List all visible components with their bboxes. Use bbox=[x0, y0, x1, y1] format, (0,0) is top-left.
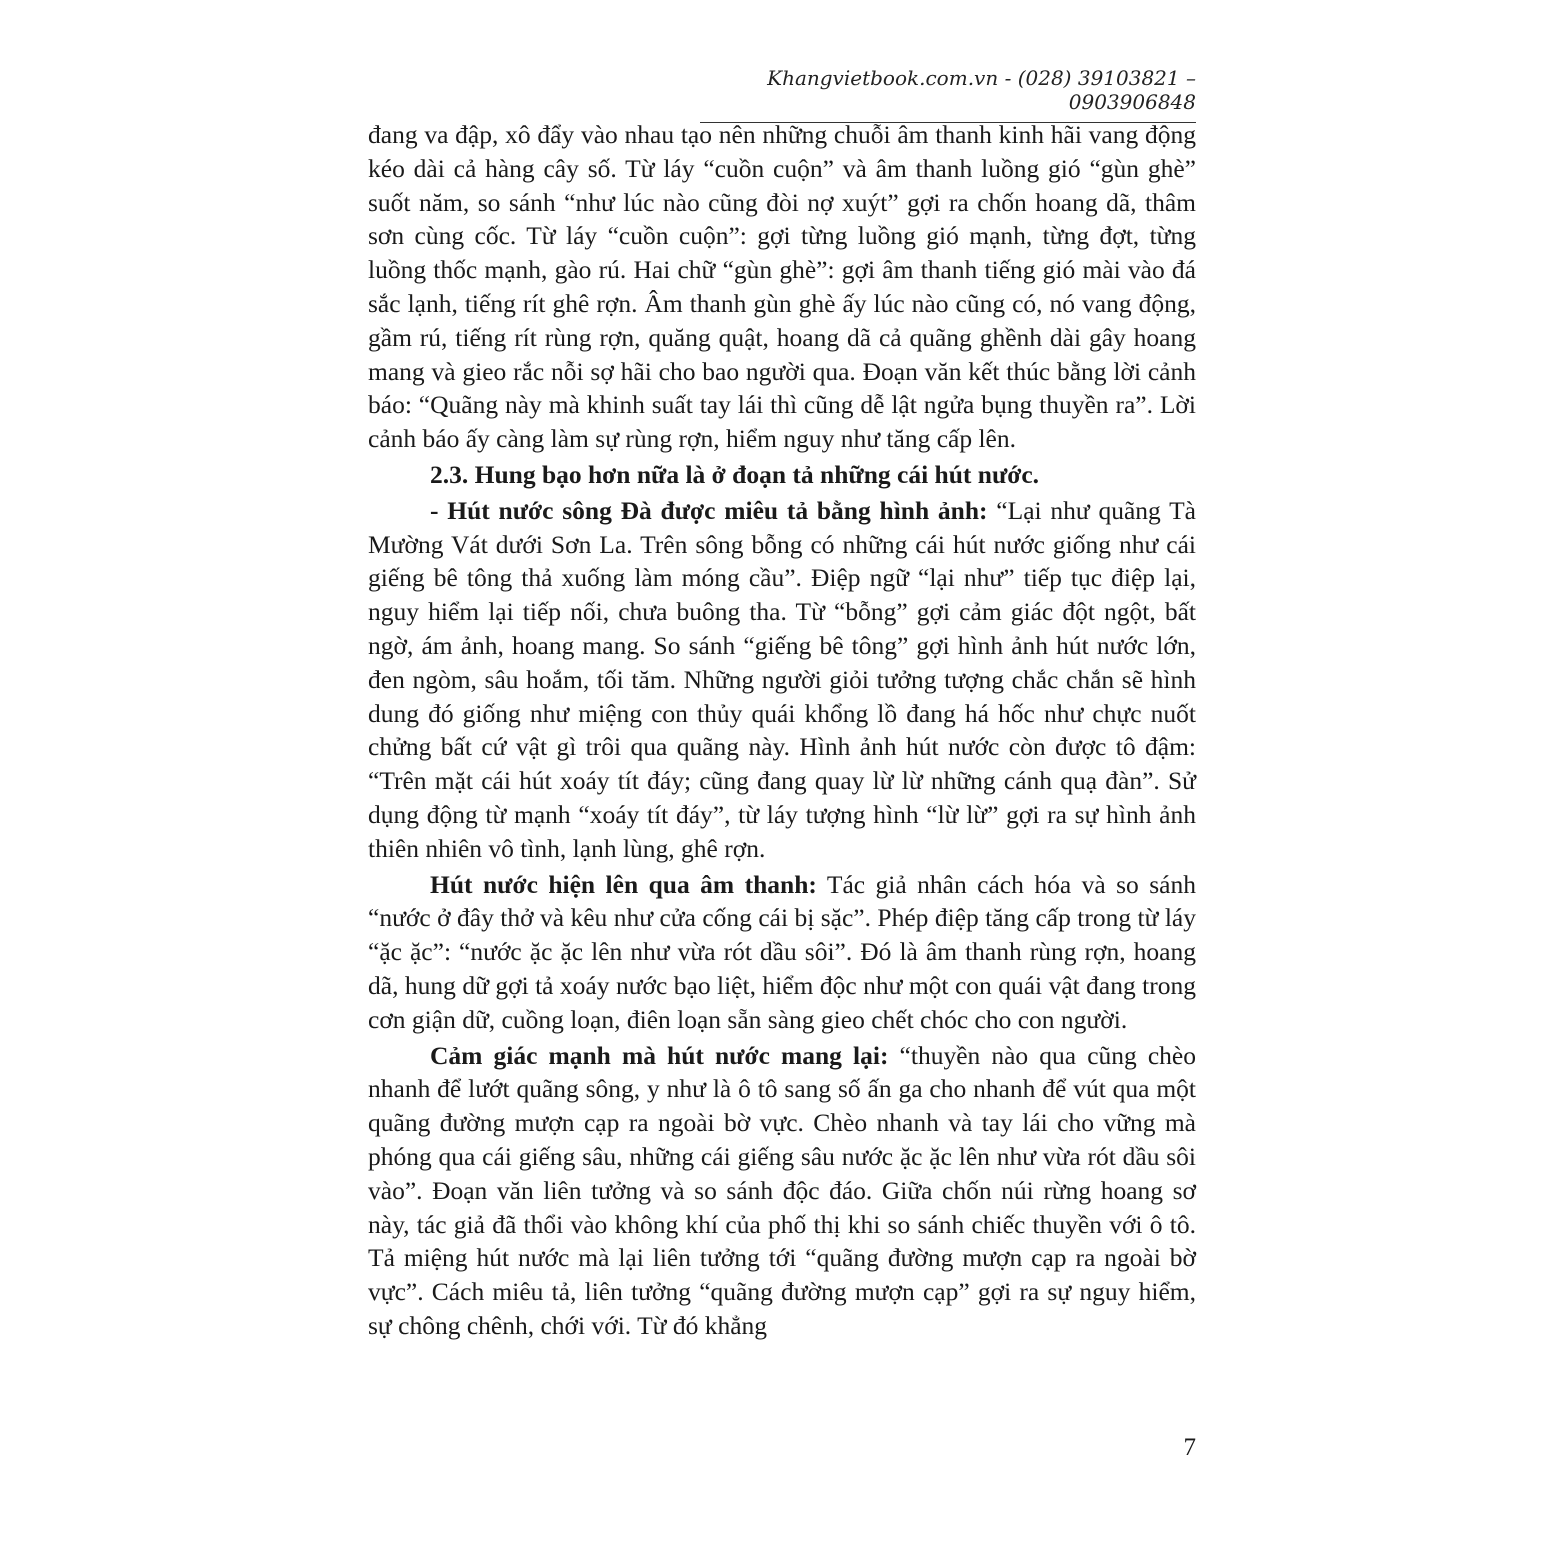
paragraph-2-text: “Lại như quãng Tà Mường Vát dưới Sơn La. Trên sông bỗng có những cái hút nước giống như cái giếng bê tông thả xuống làm móng cầu”. Điệp ngữ “lại như” tiếp tục điệp lại, nguy hiểm lại tiếp nối, chưa buông tha. Từ “bỗng” gợi cảm giác đột ngột, bất ngờ, ám ảnh, hoang mang. So sánh “giếng bê tông” gợi hình ảnh hút nước lớn, đen ngòm, sâu hoắm, tối tăm. Những người giỏi tưởng tượng chắc chắn sẽ hình dung đó giống như miệng con thủy quái khổng lồ đang há hốc như chực nuốt chửng bất cứ vật gì trôi qua quãng này. Hình ảnh hút nước còn được tô đậm: “Trên mặt cái hút xoáy tít đáy; cũng đang quay lừ lừ những cánh quạ đàn”. Sử dụng động từ mạnh “xoáy tít đáy”, từ láy tượng hình “lừ lừ” gợi ra sự hình ảnh thiên nhiên vô tình, lạnh lùng, ghê rợn. bbox=[368, 495, 1196, 863]
paragraph-4 bbox=[368, 1039, 1196, 1343]
paragraph-2-lead: - Hút nước sông Đà được miêu tả bằng hình ảnh: bbox=[430, 495, 988, 525]
section-heading: 2.3. Hung bạo hơn nữa là ở đoạn tả những cái hút nước. bbox=[430, 459, 1040, 489]
paragraph-3-text: Tác giả nhân cách hóa và so sánh “nước ở đây thở và kêu như cửa cống cái bị sặc”. Phép điệp tăng cấp trong từ láy “ặc ặc”: “nước ặc ặc lên như vừa rót dầu sôi”. Đó là âm thanh rùng rợn, hoang dã, hung dữ gợi tả xoáy nước bạo liệt, hiểm độc như một con quái vật đang trong cơn giận dữ, cuồng loạn, điên loạn sẵn sàng gieo chết chóc cho con người. bbox=[368, 869, 1196, 1034]
page-body bbox=[368, 118, 1196, 1345]
paragraph-3-lead: Hút nước hiện lên qua âm thanh: bbox=[430, 869, 817, 899]
paragraph-4-text: “thuyền nào qua cũng chèo nhanh để lướt quãng sông, y như là ô tô sang số ấn ga cho nhanh để vút qua một quãng đường mượn cạp ra ngoài bờ vực. Chèo nhanh và tay lái cho vững mà phóng qua cái giếng sâu, những cái giếng sâu nước ặc ặc lên như vừa rót dầu sôi vào”. Đoạn văn liên tưởng và so sánh độc đáo. Giữa chốn núi rừng hoang sơ này, tác giả đã thổi vào không khí của phố thị khi so sánh chiếc thuyền với ô tô. Tả miệng hút nước mà lại liên tưởng tới “quãng đường mượn cạp ra ngoài bờ vực”. Cách miêu tả, liên tưởng “quãng đường mượn cạp” gợi ra sự nguy hiểm, sự chông chênh, chới với. Từ đó khẳng bbox=[368, 1040, 1196, 1340]
page-header: Khangvietbook.com.vn - (028) 39103821 – 0903906848 bbox=[700, 66, 1196, 123]
paragraph-1: đang va đập, xô đẩy vào nhau tạo nên những chuỗi âm thanh kinh hãi vang động kéo dài cả hàng cây số. Từ láy “cuồn cuộn” và âm thanh luồng gió “gùn ghè” suốt năm, so sánh “như lúc nào cũng đòi nợ xuýt” gợi ra chốn hoang dã, thâm sơn cùng cốc. Từ láy “cuồn cuộn”: gợi từng luồng gió mạnh, từng đợt, từng luồng thốc mạnh, gào rú. Hai chữ “gùn ghè”: gợi âm thanh tiếng gió mài vào đá sắc lạnh, tiếng rít ghê rợn. Âm thanh gùn ghè ấy lúc nào cũng có, nó vang động, gầm rú, tiếng rít rùng rợn, quăng quật, hoang dã cả quãng ghềnh dài gây hoang mang và gieo rắc nỗi sợ hãi cho bao người qua. Đoạn văn kết thúc bằng lời cảnh báo: “Quãng này mà khinh suất tay lái thì cũng dễ lật ngửa bụng thuyền ra”. Lời cảnh báo ấy càng làm sự rùng rợn, hiểm nguy như tăng cấp lên. bbox=[368, 120, 1196, 454]
paragraph-3 bbox=[368, 868, 1196, 1037]
page-number: 7 bbox=[1183, 1434, 1196, 1461]
paragraph-2 bbox=[368, 494, 1196, 866]
paragraph-4-lead: Cảm giác mạnh mà hút nước mang lại: bbox=[430, 1040, 889, 1070]
